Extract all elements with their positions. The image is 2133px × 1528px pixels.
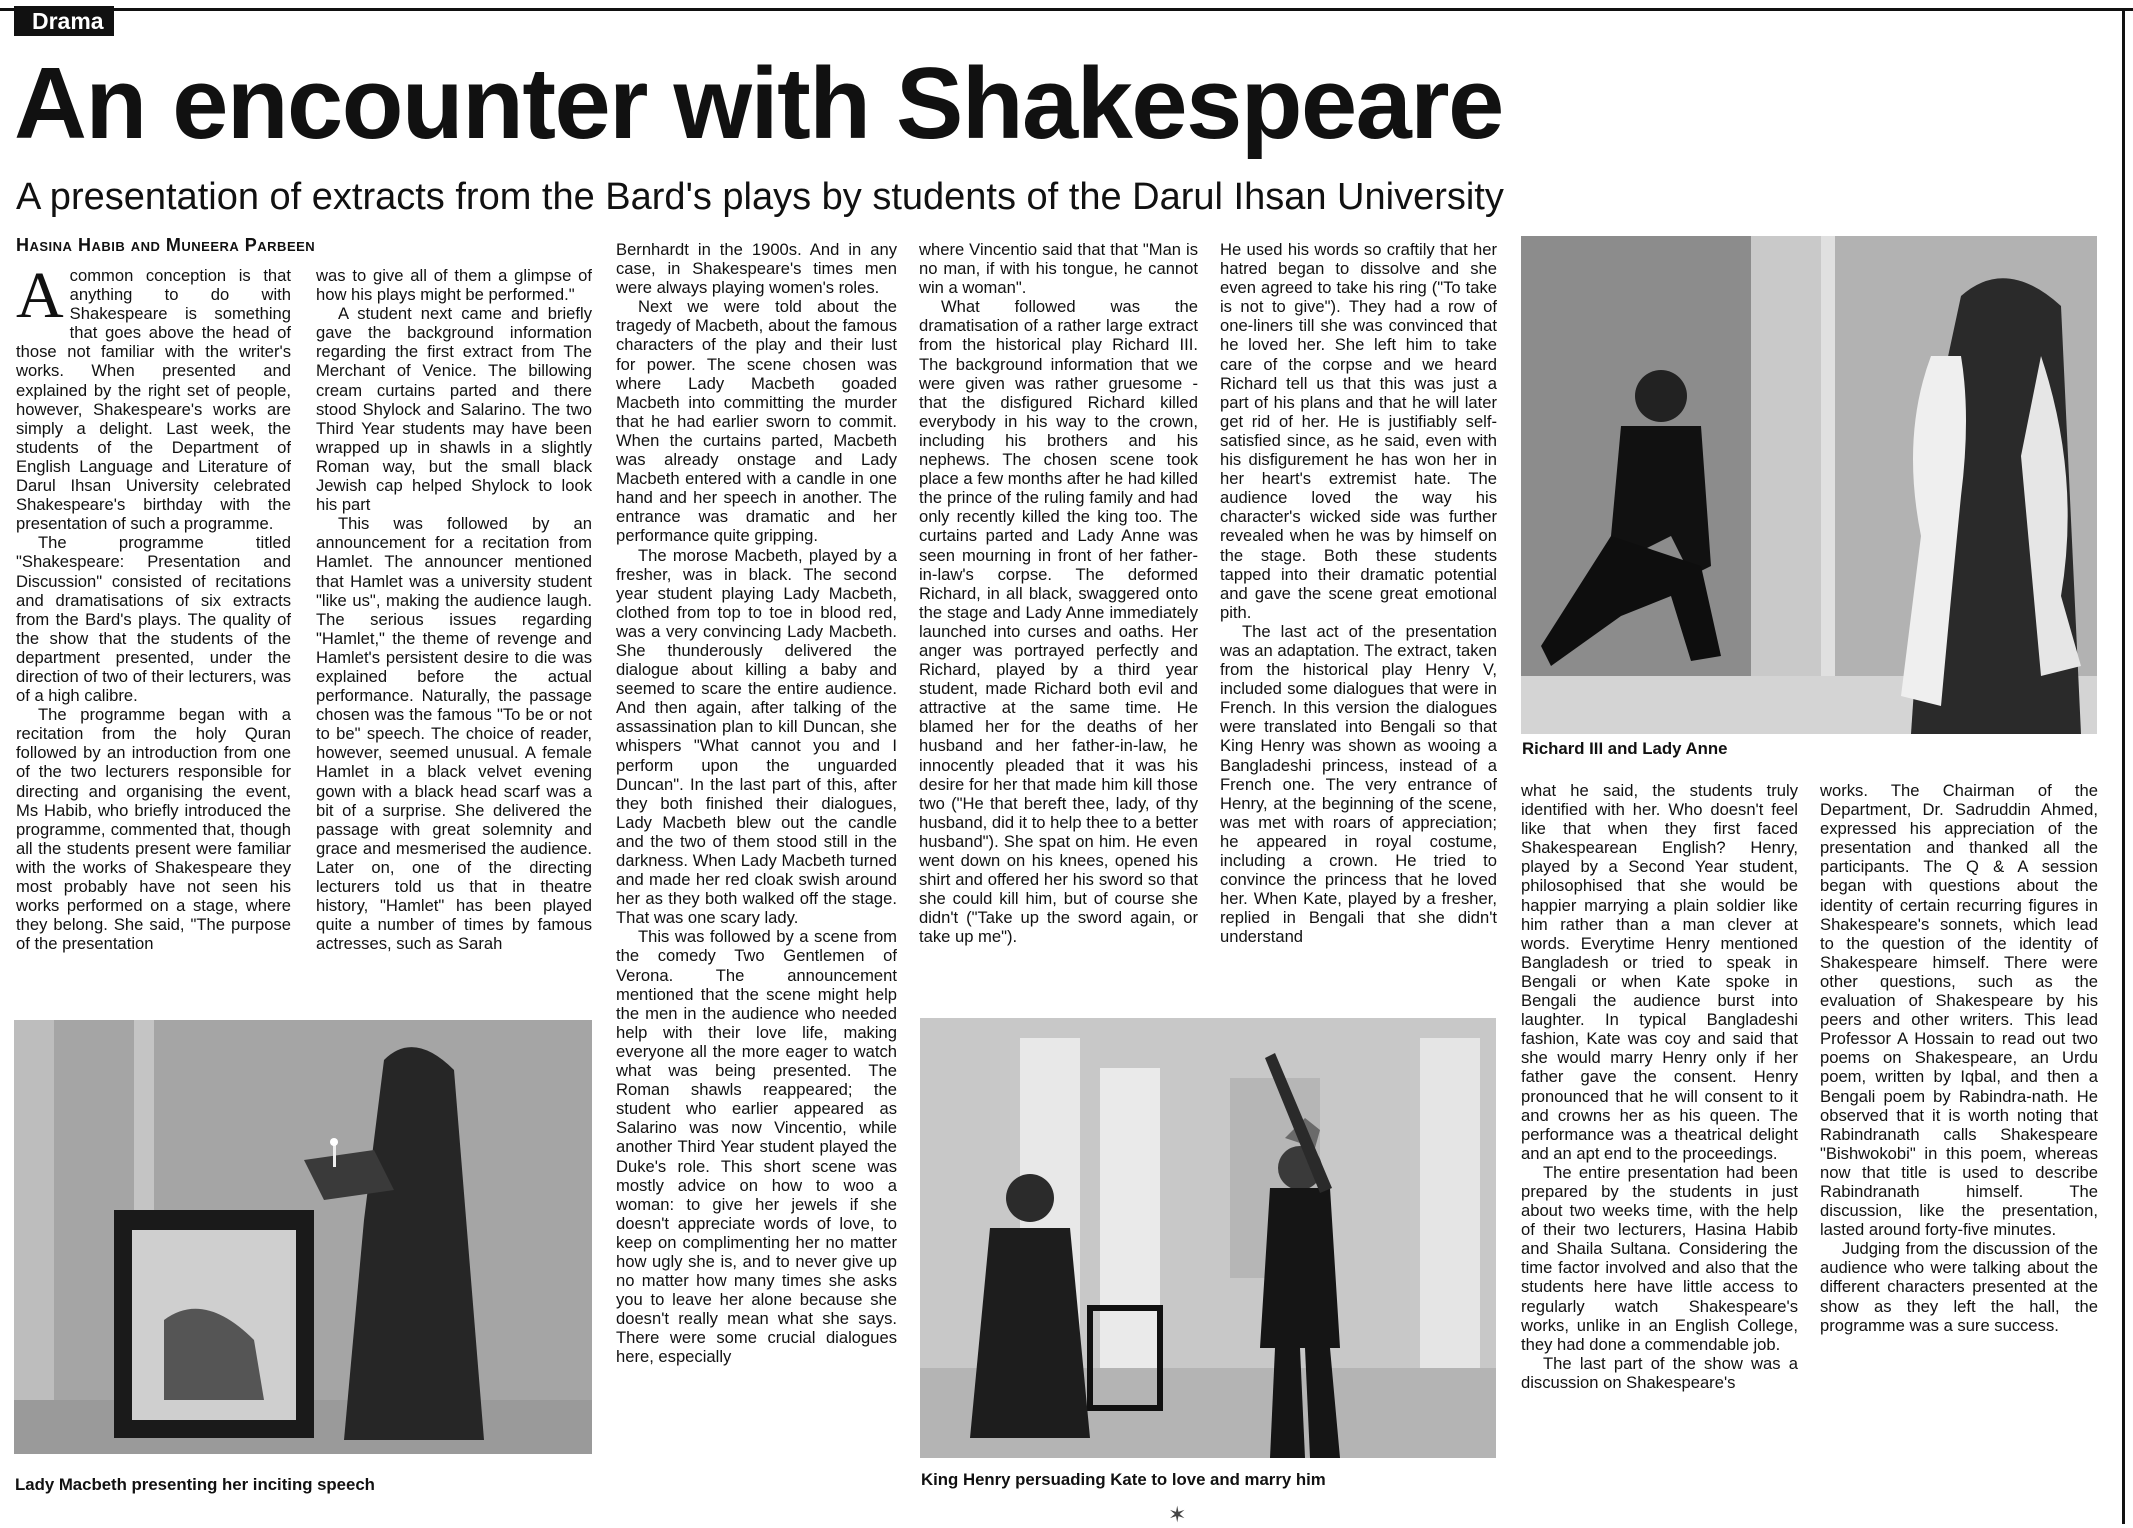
byline-text: Hasina Habib and Muneera Parbeen — [16, 235, 316, 255]
article-column-7 — [1820, 781, 2098, 1492]
paragraph-text: common conception is that anything to do with Shakespeare is something that goes above the head of those not familiar with the writer's works. When presented and explained by the right set of people, however, Shakespeare's works are simply a delight. Last week, the students of the Department of English Language and Literature of Darul Ihsan University celebrated Shakespeare's birthday with the presentation of such a programme. — [16, 266, 291, 534]
paragraph: was to give all of them a glimpse of how his plays might be performed." — [316, 266, 592, 305]
article-column-1 — [16, 266, 291, 1011]
paragraph: This was followed by an announcement for a recitation from Hamlet. The announcer mentioned that Hamlet was a university student "like us", making the audience laugh. The serious issues regarding "Hamlet," the theme of revenge and Hamlet's persistent desire to die was explained before the actual performance. Naturally, the passage chosen was the famous "To be or not to be" speech. The choice of reader, however, seemed unusual. A female Hamlet in a black velvet evening gown with a black head scarf was a bit of a surprise. She delivered the passage with great solemnity and grace and mesmerised the audience. Later on, one of the directing lecturers told us that in theatre history, "Hamlet" has been played quite a number of times by famous actresses, such as Sarah — [316, 514, 592, 954]
section-tag: Drama — [14, 6, 114, 36]
paragraph: Next we were told about the tragedy of Macbeth, about the famous characters of the play and their lust for power. The scene chosen was where Lady Macbeth goaded Macbeth into committing the murder that he had earlier sworn to commit. When the curtains parted, Macbeth was already onstage and Lady Macbeth entered with a candle in one hand and her speech in another. The entrance was dramatic and her performance quite gripping. — [616, 297, 897, 546]
photo-lady-macbeth-image — [14, 1020, 592, 1454]
byline — [16, 235, 315, 256]
page-ornament: ✶ — [1168, 1502, 1187, 1527]
article-column-6 — [1521, 781, 1798, 1492]
article-column-3 — [616, 240, 897, 1492]
photo-king-henry-kate — [920, 1018, 1496, 1458]
paragraph: The morose Macbeth, played by a fresher, was in black. The second year student playing Lady Macbeth, clothed from top to toe in blood red, was a very convincing Lady Macbeth. She thunderously delivered the dialogue about killing a baby and seemed to scare the entire audience. And then again, after talking of the assassination plan to kill Duncan, she whispers "What cannot you and I perform upon the unguarded Duncan". In the last part of this, after they both finished their dialogues, Lady Macbeth blew out the candle and the two of them stood still in the darkness. When Lady Macbeth turned and made her red cloak swish around her as they both walked off the stage. That was one scary lady. — [616, 545, 897, 928]
paragraph: Judging from the discussion of the audience who were talking about the different characters presented at the show as they left the hall, the programme was a sure success. — [1820, 1239, 2098, 1335]
right-rule — [2122, 8, 2125, 1524]
paragraph: The programme began with a recitation from the holy Quran followed by an introduction from one of the two lecturers responsible for directing and organising the event, Ms Habib, who briefly introduced the programme, commented that, though all the students present were familiar with the works of Shakespeare they most probably have not seen his works performed on a stage, where they belong. She said, "The purpose of the presentation — [16, 705, 291, 954]
paragraph: A student next came and briefly gave the background information regarding the first extract from The Merchant of Venice. The billowing cream curtains parted and there stood Shylock and Salarino. The two Third Year students may have been wrapped up in shawls in a slightly Roman way, but the small black Jewish cap helped Shylock to look his part — [316, 304, 592, 515]
article-column-4 — [919, 240, 1198, 1000]
paragraph: what he said, the students truly identified with her. Who doesn't feel like that when they first faced Shakespearean English? Henry, played by a Second Year student, philosophised that she would be happier marrying a plain soldier like him rather than a man clever at words. Everytime Henry mentioned Bangladesh or tried to speak in Bengali or when Kate spoke in Bengali the audience burst into laughter. In typical Bangladeshi fashion, Kate was coy and said that she would marry Henry only if her father gave the consent. Henry pronounced that he will consent to it and crowns her as his queen. The performance was a theatrical delight and an apt end to the proceedings. — [1521, 781, 1798, 1163]
paragraph: Bernhardt in the 1900s. And in any case, in Shakespeare's times men were always playing women's roles. — [616, 240, 897, 298]
paragraph: The programme titled "Shakespeare: Presentation and Discussion" consisted of recitations and dramatisations of six extracts from the Bard's plays. The quality of the show that the students of the department presented, under the direction of two of their lecturers, was of a high calibre. — [16, 533, 291, 706]
article-column-2 — [316, 266, 592, 1011]
paragraph: The last part of the show was a discussion on Shakespeare's — [1521, 1353, 1798, 1392]
photo-lady-macbeth — [14, 1020, 592, 1454]
paragraph: works. The Chairman of the Department, Dr. Sadruddin Ahmed, expressed his appreciation of the presentation and thanked all the participants. The Q & A session began with questions about the identity of certain recurring figures in Shakespeare's sonnets, which lead to the question of the identity of Shakespeare himself. There were other questions, such as the evaluation of Shakespeare by his peers and other writers. This lead Professor A Hossain to read out two poems on Shakespeare, an Urdu poem, written by Iqbal, and then a Bengali poem by Rabindra-nath. He observed that it is worth noting that Rabindranath calls Shakespeare "Bishwokobi" in this poem, whereas now that title is used to describe Rabindranath himself. The discussion, like the presentation, lasted around forty-five minutes. — [1820, 781, 2098, 1240]
paragraph: The entire presentation had been prepared by the students in just about two weeks time, with the help of their two lecturers, Hasina Habib and Shaila Sultana. Considering the time factor involved and also that the students here have little access to regularly watch Shakespeare's works, unlike in an English College, they had done a commendable job. — [1521, 1162, 1798, 1354]
photo-king-henry-kate-image — [920, 1018, 1496, 1458]
photo-richard-lady-anne — [1521, 236, 2097, 734]
photo-richard-lady-anne-image — [1521, 236, 2097, 734]
drop-cap: A — [16, 266, 64, 332]
standfirst: A presentation of extracts from the Bard's plays by students of the Darul Ihsan University — [16, 176, 1504, 218]
top-rule — [0, 8, 2133, 11]
caption-richard: Richard III and Lady Anne — [1522, 739, 1728, 758]
caption-henry: King Henry persuading Kate to love and marry him — [921, 1470, 1326, 1489]
paragraph: The last act of the presentation was an adaptation. The extract, taken from the historical play Henry V, included some dialogues that were in French. In this version the dialogues were translated into Bengali so that King Henry was shown as wooing a Bangladeshi princess, instead of a French one. The very entrance of Henry, at the beginning of the scene, was met with roars of appreciation; he appeared in royal costume, including a crown. He tried to convince the princess that he loved her. When Kate, played by a fresher, replied in Bengali that she didn't understand — [1220, 621, 1497, 947]
paragraph: where Vincentio said that that "Man is no man, if with his tongue, he cannot win a woman". — [919, 240, 1198, 298]
caption-macbeth: Lady Macbeth presenting her inciting speech — [15, 1475, 375, 1494]
paragraph: This was followed by a scene from the comedy Two Gentlemen of Verona. The announcement mentioned that the scene might help the men in the audience who needed help with their love life, making everyone all the more eager to watch what was being presented. The Roman shawls reappeared; the student who earlier appeared as Salarino was now Vincentio, while another Third Year student played the Duke's role. This short scene was mostly advice on how to woo a woman: to give her jewels if she doesn't appreciate words of love, to keep on complimenting her no matter how ugly she is, and to never give up no matter how many times she asks you to leave her alone because she doesn't really mean what she says. There were some crucial dialogues here, especially — [616, 927, 897, 1367]
paragraph: What followed was the dramatisation of a rather large extract from the historical play Richard III. The background information that we were given was rather gruesome - that the disfigured Richard killed everybody in his way to the crown, including his brothers and his nephews. The chosen scene took place a few months after he had killed the prince of the ruling family and had only recently killed the king too. The curtains parted and Lady Anne was seen mourning in front of her father-in-law's corpse. The deformed Richard, in all black, swaggered onto the stage and Lady Anne immediately launched into curses and oaths. Her anger was portrayed perfectly and Richard, played by a third year student, made Richard both evil and attractive at the same time. He blamed her for the deaths of her husband and her father-in-law, he innocently pleaded that it was his desire for her that made him kill those two ("He that bereft thee, lady, of thy husband, did it to help thee to a better husband"). She spat on him. He even went down on his knees, opened his shirt and offered her his sword so that she could kill him, but of course she didn't ("Take up the sword again, or take up me"). — [919, 297, 1198, 947]
article-column-5 — [1220, 240, 1497, 1000]
paragraph — [16, 266, 291, 533]
headline: An encounter with Shakespeare — [14, 48, 1503, 160]
paragraph: He used his words so craftily that her hatred began to dissolve and she even agreed to take his ring ("To take is not to give"). They had a row of one-liners till she was convinced that he loved her. She left him to take care of the corpse and we heard Richard tell us that this was just a part of his plans and that he will later get rid of her. He is justifiably self-satisfied since, as he said, even with his disfigurement he has won her in her heart's extremist hate. The audience loved the way his character's wicked side was further revealed when he was by himself on the stage. Both these students tapped into their dramatic potential and gave the scene great emotional pith. — [1220, 240, 1497, 622]
